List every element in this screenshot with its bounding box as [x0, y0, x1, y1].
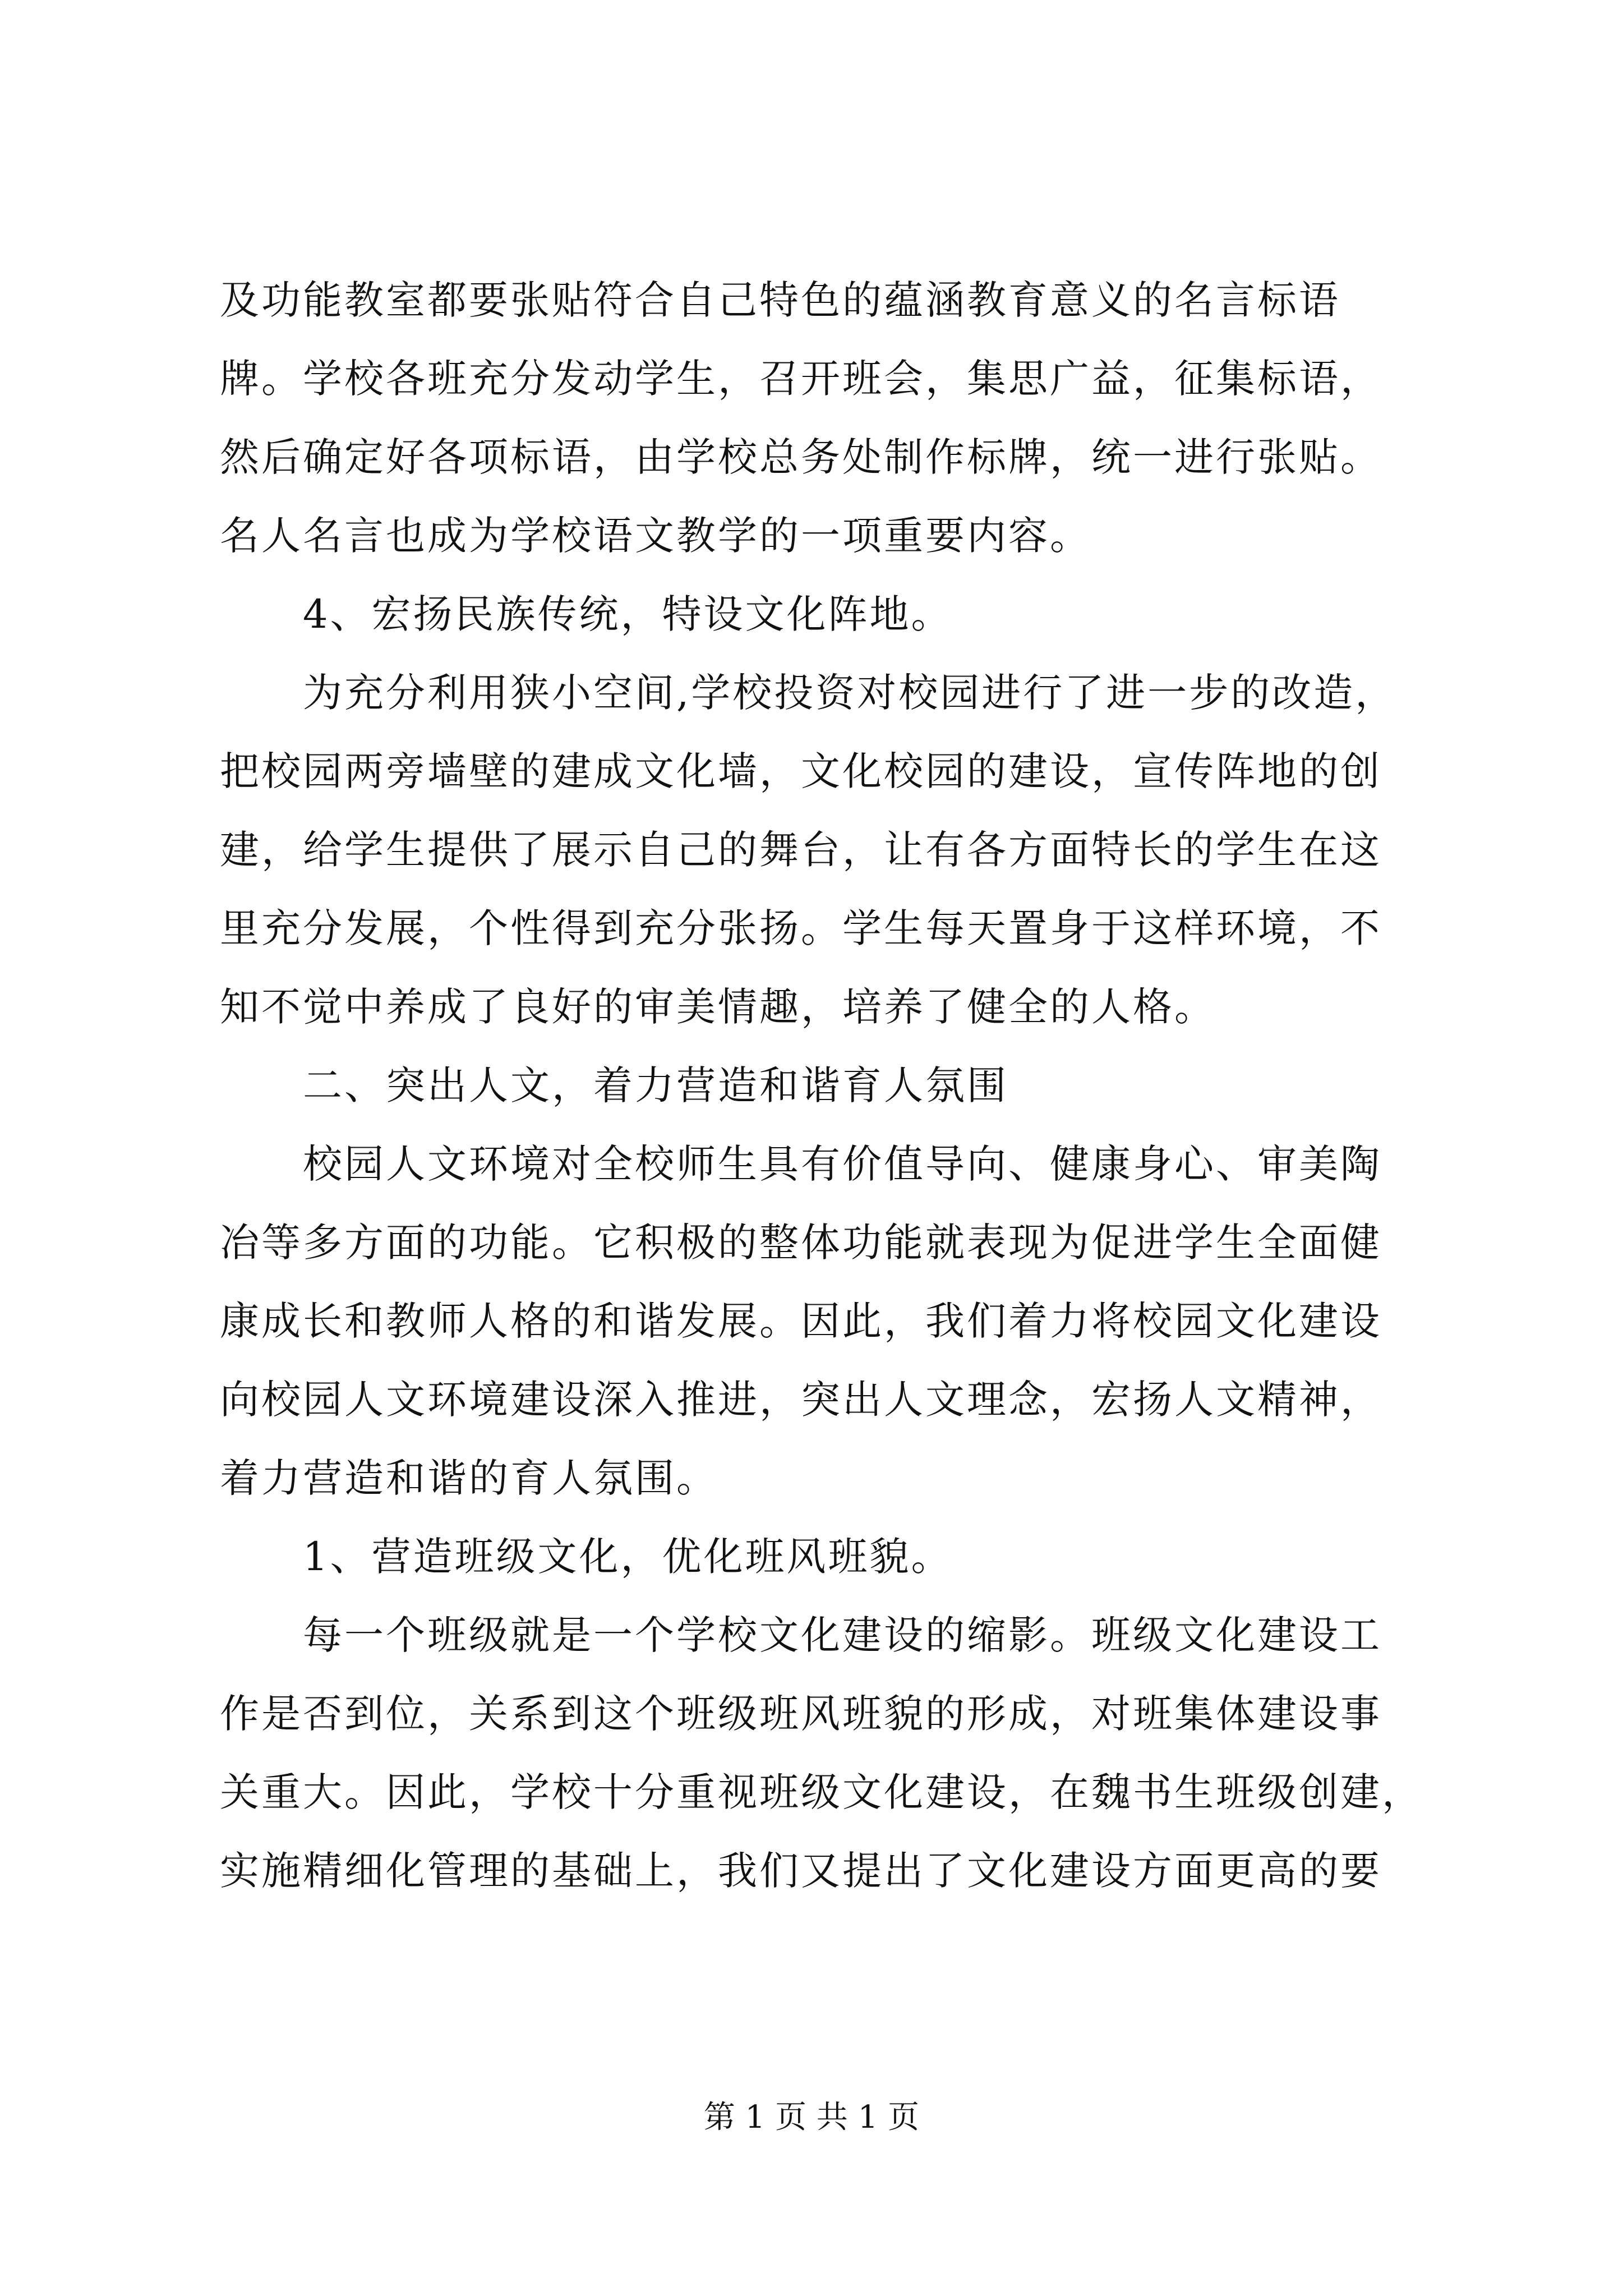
text-line: 然后确定好各项标语，由学校总务处制作标牌，统一进行张贴。: [220, 434, 1382, 480]
body-text: [220, 261, 1431, 1910]
text-line: 关重大。因此，学校十分重视班级文化建设，在魏书生班级创建，: [220, 1769, 1423, 1815]
text-line: 实施精细化管理的基础上，我们又提出了文化建设方面更高的要: [220, 1848, 1382, 1894]
text-line: 向校园人文环境建设深入推进，突出人文理念，宏扬人文精神，: [220, 1377, 1382, 1423]
text-line: 康成长和教师人格的和谐发展。因此，我们着力将校园文化建设: [220, 1298, 1382, 1344]
section-heading: 二、突出人文，着力营造和谐育人氛围: [220, 1062, 1008, 1108]
text-line: 着力营造和谐的育人氛围。: [220, 1455, 718, 1501]
text-line: 把校园两旁墙壁的建成文化墙，文化校园的建设，宣传阵地的创: [220, 748, 1382, 794]
text-line: 建，给学生提供了展示自己的舞台，让有各方面特长的学生在这: [220, 827, 1382, 873]
text-line: 里充分发展，个性得到充分张扬。学生每天置身于这样环境，不: [220, 905, 1382, 951]
text-line: 为充分利用狭小空间,学校投资对校园进行了进一步的改造，: [220, 670, 1397, 716]
text-line: 校园人文环境对全校师生具有价值导向、健康身心、审美陶: [220, 1141, 1382, 1187]
text-line: 每一个班级就是一个学校文化建设的缩影。班级文化建设工: [220, 1612, 1382, 1658]
text-line: 冶等多方面的功能。它积极的整体功能就表现为促进学生全面健: [220, 1220, 1382, 1266]
text-line: 及功能教室都要张贴符合自己特色的蕴涵教育意义的名言标语: [220, 277, 1340, 323]
text-line: 作是否到位，关系到这个班级班风班貌的形成，对班集体建设事: [220, 1691, 1382, 1737]
section-heading: 4、宏扬民族传统，特设文化阵地。: [220, 591, 953, 637]
page-footer: 第 1 页 共 1 页: [703, 2099, 920, 2136]
text-line: 知不觉中养成了良好的审美情趣，培养了健全的人格。: [220, 984, 1216, 1030]
text-line: 牌。学校各班充分发动学生，召开班会，集思广益，征集标语，: [220, 356, 1382, 402]
section-heading: 1、营造班级文化，优化班风班貌。: [220, 1534, 953, 1580]
text-line: 名人名言也成为学校语文教学的一项重要内容。: [220, 513, 1091, 559]
